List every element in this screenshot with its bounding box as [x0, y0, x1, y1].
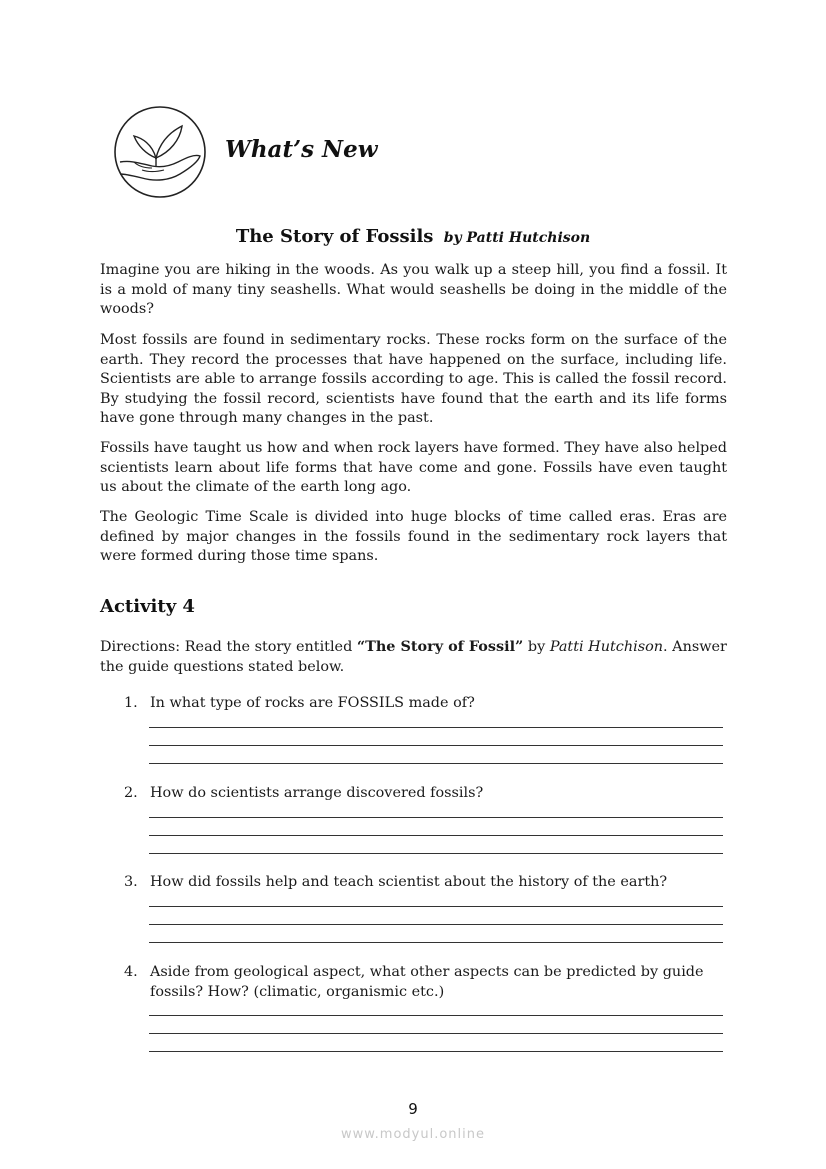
activity-heading: Activity 4: [100, 596, 195, 617]
watermark: www.modyul.online: [340, 1127, 486, 1142]
question-2: [124, 784, 724, 804]
directions-suffix: . Answer the guide questions stated below.: [100, 639, 727, 675]
answer-line[interactable]: [149, 763, 723, 764]
answer-line[interactable]: [149, 853, 723, 854]
story-paragraph-2: Most fossils are found in sedimentary rocks. These rocks form on the surface of the earth. They record the processes that have happened on the surface, including life. Scientists are able to arrange fossils according to age. This is called the fossil record. By studying the fossil record, scientists have found that the earth and its life forms have gone through many changes in the past.: [100, 332, 727, 426]
answer-line[interactable]: [149, 1033, 723, 1034]
question-3: [124, 873, 724, 893]
question-number: 3.: [124, 874, 138, 890]
answer-line[interactable]: [149, 1051, 723, 1052]
question-number: 4.: [124, 964, 138, 980]
story-paragraph-3: Fossils have taught us how and when rock layers have formed. They have also helped scientists learn about life forms that have come and gone. Fossils have even taught us about the climate of the earth long ago.: [100, 440, 727, 495]
question-number: 1.: [124, 695, 138, 711]
hand-with-seedling-icon: [112, 104, 208, 200]
answer-line[interactable]: [149, 745, 723, 746]
question-text: In what type of rocks are FOSSILS made of?: [150, 695, 475, 711]
question-text: How did fossils help and teach scientist about the history of the earth?: [150, 874, 668, 890]
story-title-text: The Story of Fossils: [235, 226, 434, 247]
question-4: [124, 963, 724, 1002]
answer-line[interactable]: [149, 924, 723, 925]
story-title: [0, 226, 826, 247]
answer-line[interactable]: [149, 835, 723, 836]
page-number: 9: [408, 1100, 418, 1118]
question-text: Aside from geological aspect, what other aspects can be predicted by guide fossils? How? (climatic, organismic etc.): [150, 964, 704, 1000]
story-paragraph-4: The Geologic Time Scale is divided into huge blocks of time called eras. Eras are defined by major changes in the fossils found in the sedimentary rock layers that were formed during those time spans.: [100, 509, 727, 564]
question-number: 2.: [124, 785, 138, 801]
answer-line[interactable]: [149, 817, 723, 818]
directions-author: Patti Hutchison: [549, 639, 664, 655]
answer-line[interactable]: [149, 906, 723, 907]
answer-line[interactable]: [149, 942, 723, 943]
answer-line[interactable]: [149, 727, 723, 728]
directions-prefix: Directions: Read the story entitled: [100, 639, 357, 655]
directions: [100, 637, 727, 677]
question-1: [124, 694, 724, 714]
story-paragraph-1: Imagine you are hiking in the woods. As you walk up a steep hill, you find a fossil. It is a mold of many tiny seashells. What would seashells be doing in the middle of the woods?: [100, 262, 727, 317]
directions-by: by: [523, 639, 550, 655]
story-byline: by Patti Hutchison: [443, 230, 591, 246]
answer-line[interactable]: [149, 1015, 723, 1016]
section-title: What’s New: [225, 136, 378, 163]
question-text: How do scientists arrange discovered fossils?: [150, 785, 484, 801]
directions-story-ref: “The Story of Fossil”: [356, 638, 524, 655]
